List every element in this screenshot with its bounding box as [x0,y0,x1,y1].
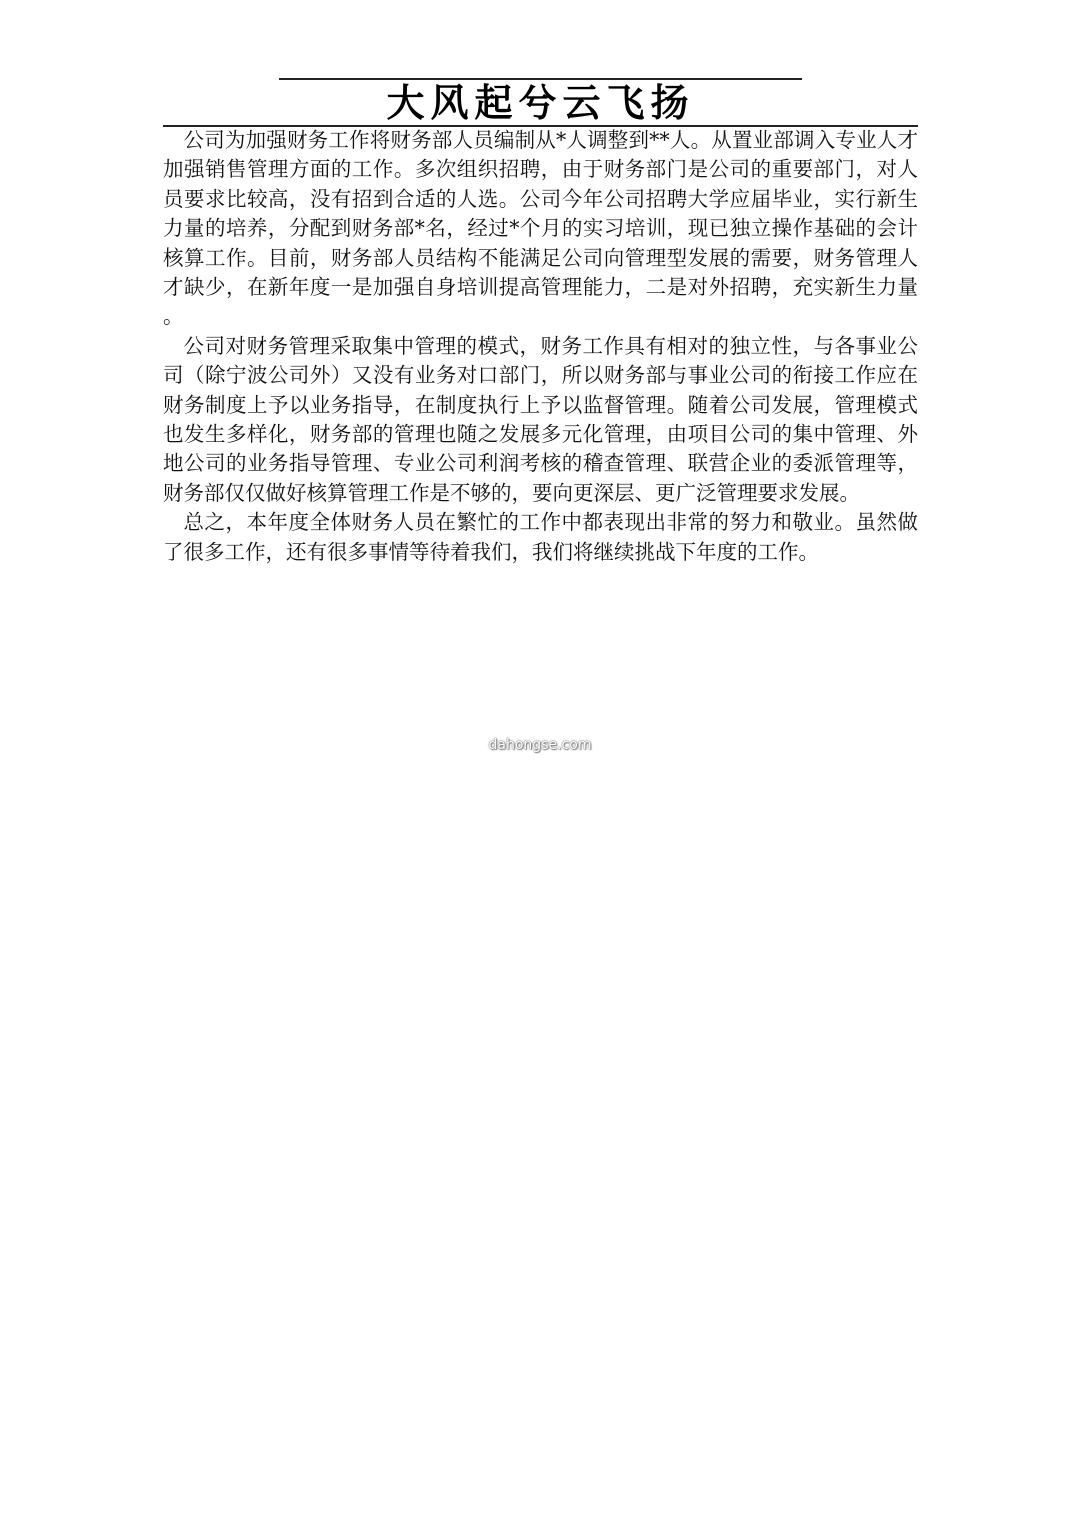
document-body [163,126,918,567]
paragraph-3: 总之，本年度全体财务人员在繁忙的工作中都表现出非常的努力和敬业。虽然做了很多工作，还有很多事情等待着我们，我们将继续挑战下年度的工作。 [163,510,918,564]
watermark-text: dahongse.com [488,737,592,753]
paragraph-1: 公司为加强财务工作将财务部人员编制从*人调整到**人。从置业部调入专业人才加强销售管理方面的工作。多次组织招聘，由于财务部门是公司的重要部门，对人员要求比较高，没有招到合适的人选。公司今年公司招聘大学应届毕业，实行新生力量的培养，分配到财务部*名，经过*个月的实习培训，现已独立操作基础的会计核算工作。目前，财务部人员结构不能满足公司向管理型发展的需要，财务管理人才缺少，在新年度一是加强自身培训提高管理能力，二是对外招聘，充实新生力量。 [163,128,918,329]
header-title: 大风起兮云飞扬 [386,80,695,125]
paragraph-2: 公司对财务管理采取集中管理的模式，财务工作具有相对的独立性，与各事业公司（除宁波公司外）又没有业务对口部门，所以财务部与事业公司的衔接工作应在财务制度上予以业务指导，在制度执行上予以监督管理。随着公司发展，管理模式也发生多样化，财务部的管理也随之发展多元化管理，由项目公司的集中管理、外地公司的业务指导管理、专业公司利润考核的稽查管理、联营企业的委派管理等，财务部仅仅做好核算管理工作是不够的，要向更深层、更广泛管理要求发展。 [163,333,918,505]
